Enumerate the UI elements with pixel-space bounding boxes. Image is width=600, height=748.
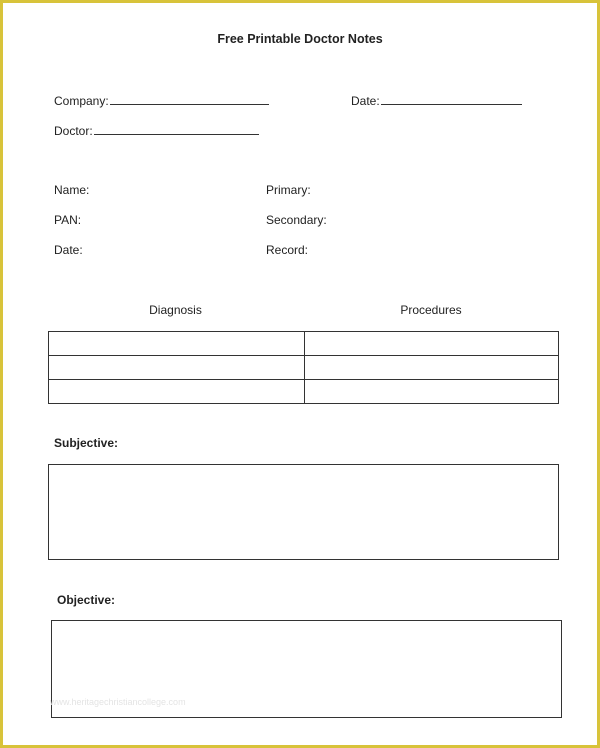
- diagnosis-cell[interactable]: [49, 356, 305, 380]
- header-date-label: Date:: [351, 94, 380, 108]
- header-date-blank-line[interactable]: [381, 103, 522, 105]
- company-label: Company:: [54, 94, 109, 108]
- pan-label: PAN:: [54, 213, 82, 227]
- diagnosis-procedures-table: [48, 331, 559, 404]
- procedures-cell[interactable]: [305, 356, 559, 380]
- procedures-cell[interactable]: [305, 380, 559, 404]
- record-label: Record:: [266, 243, 309, 257]
- objective-label: Objective:: [57, 593, 116, 607]
- company-blank-line[interactable]: [110, 103, 269, 105]
- document-title: Free Printable Doctor Notes: [217, 32, 383, 46]
- procedures-header: Procedures: [400, 303, 462, 317]
- diagnosis-cell[interactable]: [49, 380, 305, 404]
- company-field[interactable]: [54, 94, 269, 108]
- secondary-label: Secondary:: [266, 213, 327, 227]
- patient-date-label: Date:: [54, 243, 83, 257]
- name-label: Name:: [54, 183, 90, 197]
- doctor-field[interactable]: [54, 124, 259, 138]
- diagnosis-header: Diagnosis: [149, 303, 202, 317]
- diagnosis-cell[interactable]: [49, 332, 305, 356]
- doctor-blank-line[interactable]: [94, 133, 259, 135]
- subjective-label: Subjective:: [54, 436, 119, 450]
- table-row: [49, 380, 559, 404]
- primary-label: Primary:: [266, 183, 311, 197]
- header-date-field[interactable]: [351, 94, 522, 108]
- table-row: [49, 356, 559, 380]
- subjective-box[interactable]: [48, 464, 559, 560]
- table-row: [49, 332, 559, 356]
- procedures-cell[interactable]: [305, 332, 559, 356]
- watermark-text: www.heritagechristiancollege.com: [50, 697, 186, 707]
- doctor-label: Doctor:: [54, 124, 93, 138]
